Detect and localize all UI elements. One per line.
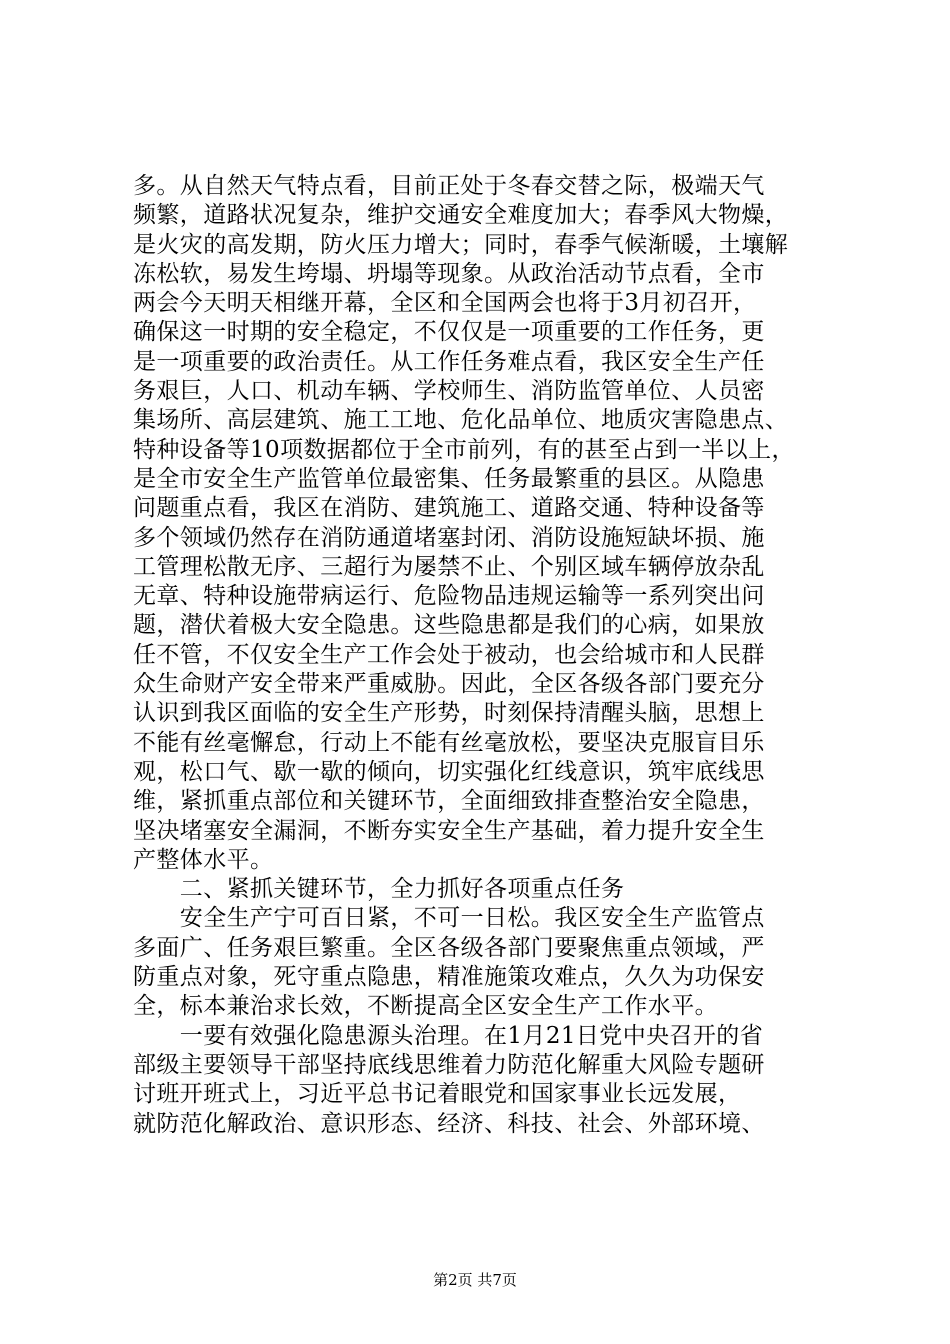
body-text	[133, 172, 833, 1139]
text-line: 工管理松散无序、三超行为屡禁不止、个别区域车辆停放杂乱	[133, 553, 765, 580]
text-line: 二、紧抓关键环节，全力抓好各项重点任务	[133, 876, 625, 903]
text-line: 维，紧抓重点部位和关键环节，全面细致排查整治安全隐患，	[133, 788, 765, 815]
page-footer: 第2页 共7页	[433, 1271, 517, 1289]
text-line: 无章、特种设施带病运行、危险物品违规运输等一系列突出问	[133, 583, 765, 610]
text-line: 务艰巨，人口、机动车辆、学校师生、消防监管单位、人员密	[133, 378, 765, 405]
text-line: 部级主要领导干部坚持底线思维着力防范化解重大风险专题研	[133, 1051, 765, 1078]
text-line: 安全生产宁可百日紧，不可一日松。我区安全生产监管点	[133, 905, 765, 932]
text-line: 问题重点看，我区在消防、建筑施工、道路交通、特种设备等	[133, 495, 765, 522]
text-line: 坚决堵塞安全漏洞，不断夯实安全生产基础，着力提升安全生	[133, 817, 765, 844]
text-line: 是全市安全生产监管单位最密集、任务最繁重的县区。从隐患	[133, 465, 765, 492]
text-line: 两会今天明天相继开幕，全区和全国两会也将于3月初召开，	[133, 290, 757, 317]
text-line: 认识到我区面临的安全生产形势，时刻保持清醒头脑，思想上	[133, 700, 765, 727]
text-line: 就防范化解政治、意识形态、经济、科技、社会、外部环境、	[133, 1110, 765, 1137]
text-line: 众生命财产安全带来严重威胁。因此，全区各级各部门要充分	[133, 671, 765, 698]
text-line: 确保这一时期的安全稳定，不仅仅是一项重要的工作任务，更	[133, 319, 765, 346]
text-line: 题，潜伏着极大安全隐患。这些隐患都是我们的心病，如果放	[133, 612, 765, 639]
text-line: 观，松口气、歇一歇的倾向，切实强化红线意识，筑牢底线思	[133, 758, 765, 785]
text-line: 冻松软，易发生垮塌、坍塌等现象。从政治活动节点看，全市	[133, 260, 765, 287]
text-line: 是一项重要的政治责任。从工作任务难点看，我区安全生产任	[133, 348, 765, 375]
text-line: 防重点对象，死守重点隐患，精准施策攻难点，久久为功保安	[133, 964, 765, 991]
text-line: 多个领域仍然存在消防通道堵塞封闭、消防设施短缺坏损、施	[133, 524, 765, 551]
text-line: 是火灾的高发期，防火压力增大；同时，春季气候渐暖，土壤解	[133, 231, 789, 258]
text-line: 讨班开班式上，习近平总书记着眼党和国家事业长远发展，	[133, 1081, 742, 1108]
text-line: 不能有丝毫懈怠，行动上不能有丝毫放松，要坚决克服盲目乐	[133, 729, 765, 756]
text-line: 特种设备等10项数据都位于全市前列，有的甚至占到一半以上，	[133, 436, 795, 463]
text-line: 一要有效强化隐患源头治理。在1月21日党中央召开的省	[133, 1022, 764, 1049]
text-line: 多面广、任务艰巨繁重。全区各级各部门要聚焦重点领域，严	[133, 934, 765, 961]
text-line: 任不管，不仅安全生产工作会处于被动，也会给城市和人民群	[133, 641, 765, 668]
text-line: 多。从自然天气特点看，目前正处于冬春交替之际，极端天气	[133, 173, 765, 199]
text-line: 全，标本兼治求长效，不断提高全区安全生产工作水平。	[133, 993, 718, 1020]
text-line: 频繁，道路状况复杂，维护交通安全难度加大；春季风大物燥，	[133, 202, 789, 229]
text-line: 集场所、高层建筑、施工工地、危化品单位、地质灾害隐患点、	[133, 407, 789, 434]
text-line: 产整体水平。	[133, 846, 274, 873]
